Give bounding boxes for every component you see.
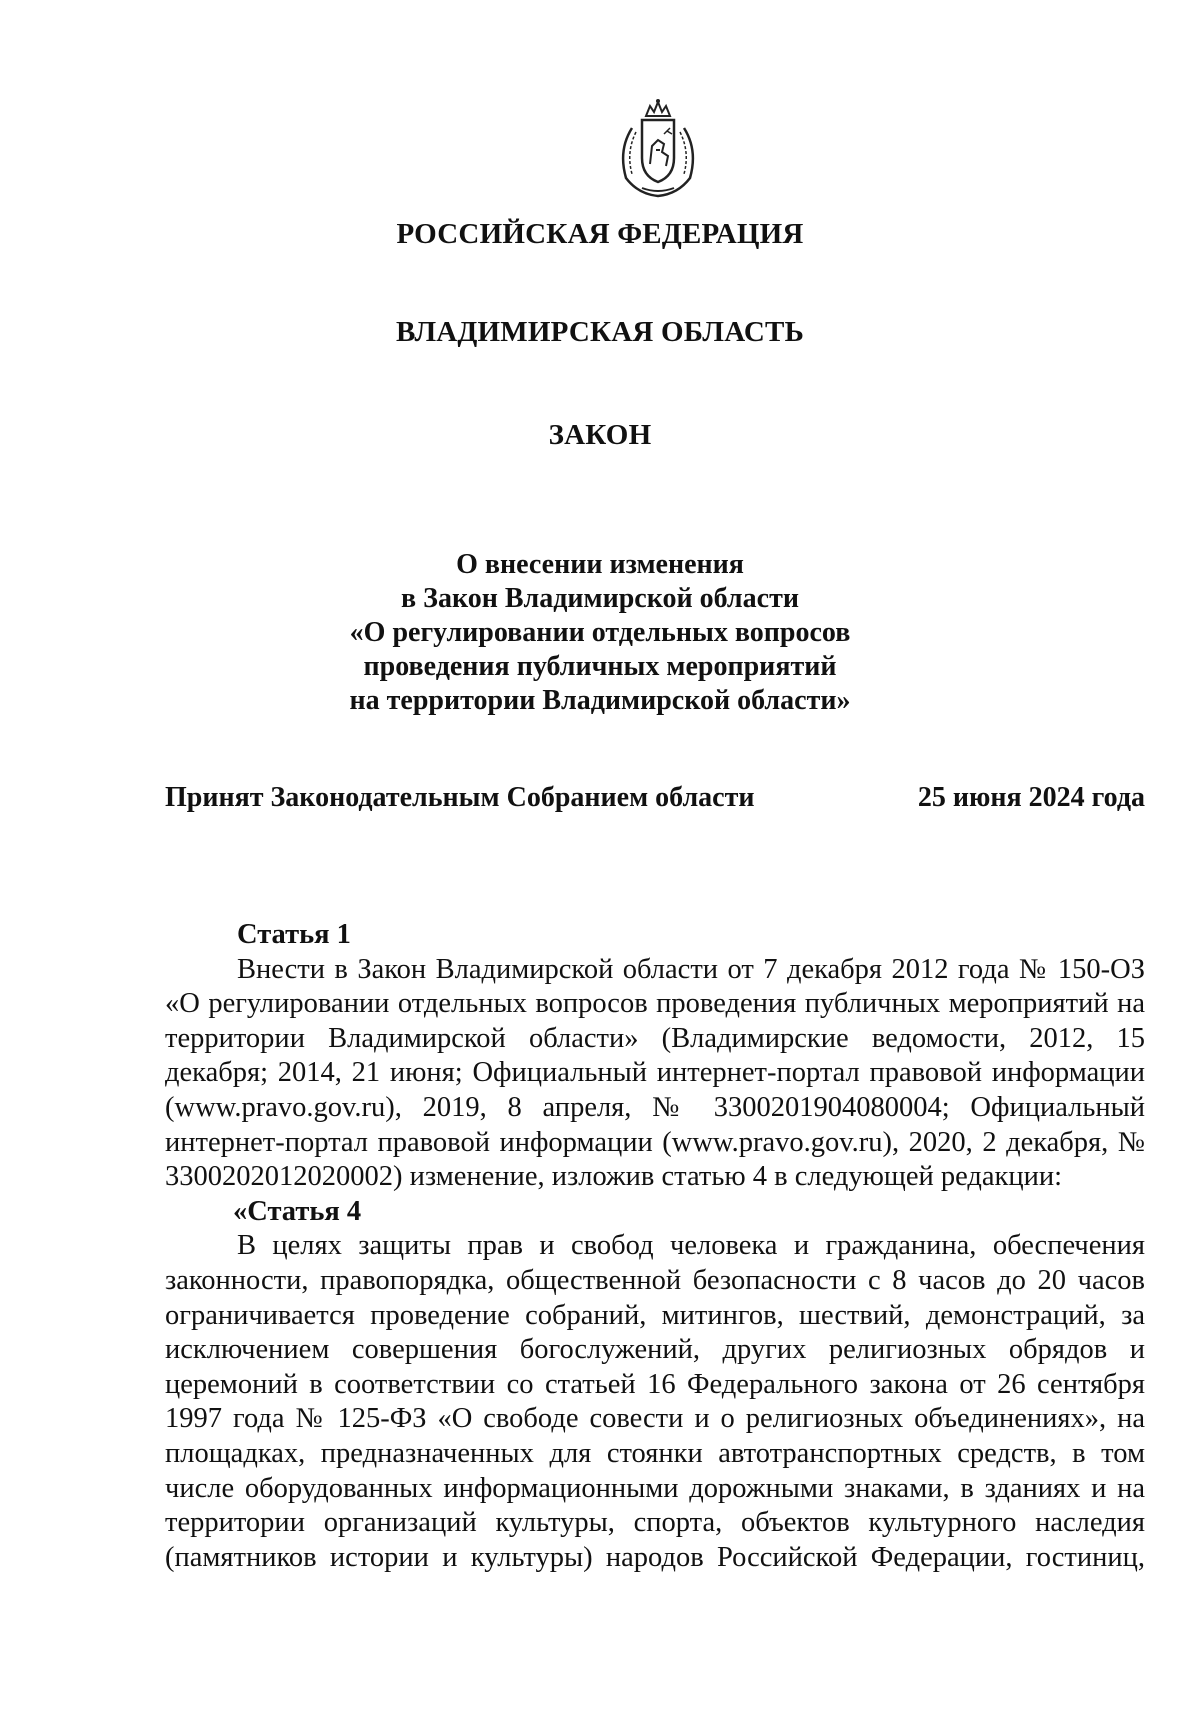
adoption-line: [165, 782, 1145, 814]
coat-of-arms-icon: [612, 98, 704, 198]
article-1-heading: Статья 1: [237, 919, 351, 950]
law-title-line: «О регулировании отдельных вопросов: [349, 617, 851, 648]
law-title-line: проведения публичных мероприятий: [363, 651, 837, 682]
article-4-heading: «Статья 4: [233, 1195, 362, 1227]
adoption-text: Принят Законодательным Собранием области: [165, 782, 755, 813]
law-title-line: в Закон Владимирской области: [401, 583, 799, 614]
law-title-line: на территории Владимирской области»: [349, 685, 851, 716]
law-body: [165, 918, 1145, 1575]
document-type-heading: ЗАКОН: [548, 419, 652, 451]
law-title: [0, 548, 1200, 718]
adoption-date: 25 июня 2024 года: [917, 782, 1145, 813]
article-4-text: В целях защиты прав и свобод человека и гражданина, обеспечения законности, правопорядка, общественной безопасности с 8 часов до 20 часов ограничивается проведение собраний, митингов, шествий, демонстраций, за исключением совершения богослужений, других религиозных обрядов и церемоний в соответствии со статьей 16 Федерального закона от 26 сентября 1997 года № 125-ФЗ «О свободе совести и о религиозных объединениях», на площадках, предназначенных для стоянки автотранспортных средств, в том числе оборудованных информационными дорожными знаками, в зданиях и на территории организаций культуры, спорта, объектов культурного наследия (памятников истории и культуры) народов Российской Федерации, гостиниц,: [165, 1230, 1145, 1573]
region-heading: ВЛАДИМИРСКАЯ ОБЛАСТЬ: [396, 316, 804, 348]
country-heading: РОССИЙСКАЯ ФЕДЕРАЦИЯ: [396, 218, 804, 250]
article-1-text: Внести в Закон Владимирской области от 7 декабря 2012 года № 150-ОЗ «О регулировании отдельных вопросов проведения публичных мероприятий на территории Владимирской области» (Владимирские ведомости, 2012, 15 декабря; 2014, 21 июня; Официальный интернет-портал правовой информации (www.pravo.gov.ru), 2019, 8 апреля, № 3300201904080004; Официальный интернет-портал правовой информации (www.pravo.gov.ru), 2020, 2 декабря, № 3300202012020002) изменение, изложив статью 4 в следующей редакции:: [165, 953, 1145, 1193]
law-title-line: О внесении изменения: [456, 549, 744, 580]
